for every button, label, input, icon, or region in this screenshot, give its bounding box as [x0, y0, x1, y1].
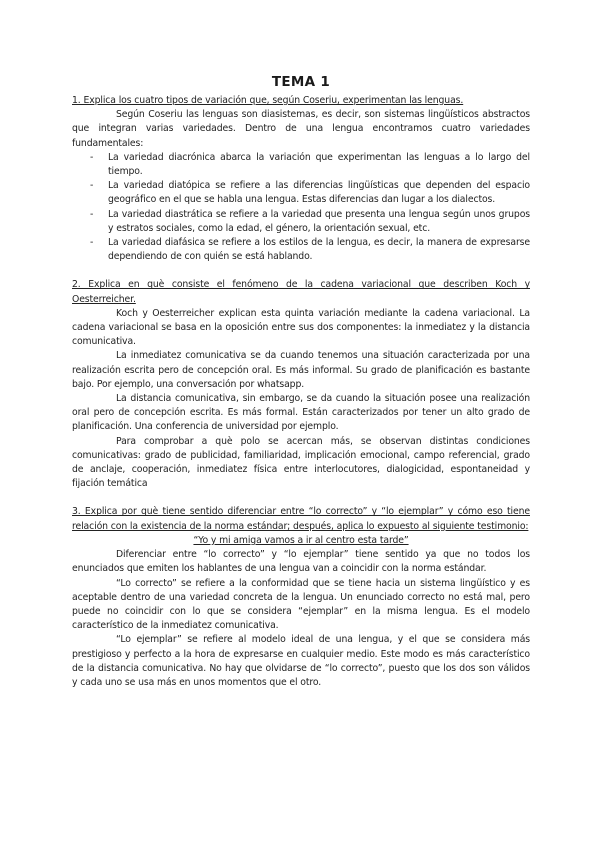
dash-bullet: - [90, 180, 94, 192]
list-item [90, 151, 530, 179]
list-item-text: La variedad diatópica se refiere a las diferencias lingüísticas que dependen del espacio geográfico en el que se habla una lengua. Estas diferencias dan lugar a los dialectos. [108, 180, 530, 206]
list-item [90, 208, 530, 236]
list-item [90, 179, 530, 207]
question-3: 3. Explica por què tiene sentido diferenciar entre “lo correcto” y “lo ejemplar” y cómo eso tiene relación con la existencia de la norma estándar; después, aplica lo expuesto al siguiente testimonio: [72, 506, 530, 532]
question-1: 1. Explica los cuatro tipos de variación que, según Coseriu, experimentan las lenguas. [72, 95, 464, 106]
question-2: 2. Explica en què consiste el fenómeno de la cadena variacional que describen Koch y Oesterreicher. [72, 279, 530, 305]
page-title: TEMA 1 [271, 74, 331, 90]
dash-bullet: - [90, 151, 94, 163]
testimony-quote: “Yo y mi amiga vamos a ir al centro esta tarde” [193, 534, 409, 546]
question-1-section [72, 94, 530, 264]
question-3-section [72, 505, 530, 690]
question-2-section [72, 278, 530, 491]
list-item-text: La variedad diastrática se refiere a la variedad que presenta una lengua según unos grupos y estratos sociales, como la edad, el género, la orientación sexual, etc. [108, 208, 530, 234]
paragraph: “Lo ejemplar” se refiere al modelo ideal de una lengua, y el que se considera más prestigioso y perfecto a la hora de expresarse en cualquier medio. Este modo es más característico de la distancia comunicativa. No hay que olvidarse de “lo correcto”, puesto que los dos son válidos y cada uno se usa más en unos momentos que el otro. [72, 634, 530, 688]
paragraph: Koch y Oesterreicher explican esta quinta variación mediante la cadena variacional. La cadena variacional se basa en la oposición entre sus dos componentes: la inmediatez y la distancia comunicativa. [72, 307, 530, 348]
list-item-text: La variedad diafásica se refiere a los estilos de la lengua, es decir, la manera de expresarse dependiendo de con quién se está hablando. [108, 237, 530, 263]
question-1-intro: Según Coseriu las lenguas son diasistemas, es decir, son sistemas lingüísticos abstractos que integran varias variedades. Dentro de una lengua encontramos cuatro variedades fundamentales: [72, 109, 530, 149]
paragraph: La distancia comunicativa, sin embargo, se da cuando la situación posee una realización oral pero de concepción escrita. Es más formal. Están caracterizados por tener un alto grado de planificación. Una conferencia de universidad por ejemplo. [72, 393, 530, 433]
paragraph: Diferenciar entre “lo correcto” y “lo ejemplar” tiene sentido ya que no todos los enunciados que emiten los hablantes de una lengua van a coincidir con la norma estándar. [72, 549, 530, 575]
paragraph: La inmediatez comunicativa se da cuando tenemos una situación caracterizada por una realización escrita pero de concepción oral. Es más informal. Su grado de planificación es bastante bajo. Por ejemplo, una conversación por whatsapp. [72, 350, 530, 390]
dash-bullet: - [90, 237, 94, 249]
section-spacer [72, 264, 530, 278]
section-spacer [72, 491, 530, 505]
list-item [90, 236, 530, 264]
variation-list [72, 151, 530, 265]
list-item-text: La variedad diacrónica abarca la variación que experimentan las lenguas a lo largo del tiempo. [108, 151, 530, 178]
dash-bullet: - [90, 208, 94, 220]
paragraph: Para comprobar a què polo se acercan más, se observan distintas condiciones comunicativas: grado de publicidad, familiaridad, implicación emocional, campo referencial, grado de anclaje, cooperación, inmediatez física entre interlocutores, dialogicidad, espontaneidad y fijación temática [72, 435, 530, 490]
paragraph: “Lo correcto” se refiere a la conformidad que se tiene hacia un sistema lingüístico y es aceptable dentro de una variedad concreta de la lengua. Un enunciado correcto no está mal, pero puede no coincidir con lo que se considera “ejemplar” en la misma lengua. Es el modelo característico de la inmediatez comunicativa. [72, 577, 530, 632]
